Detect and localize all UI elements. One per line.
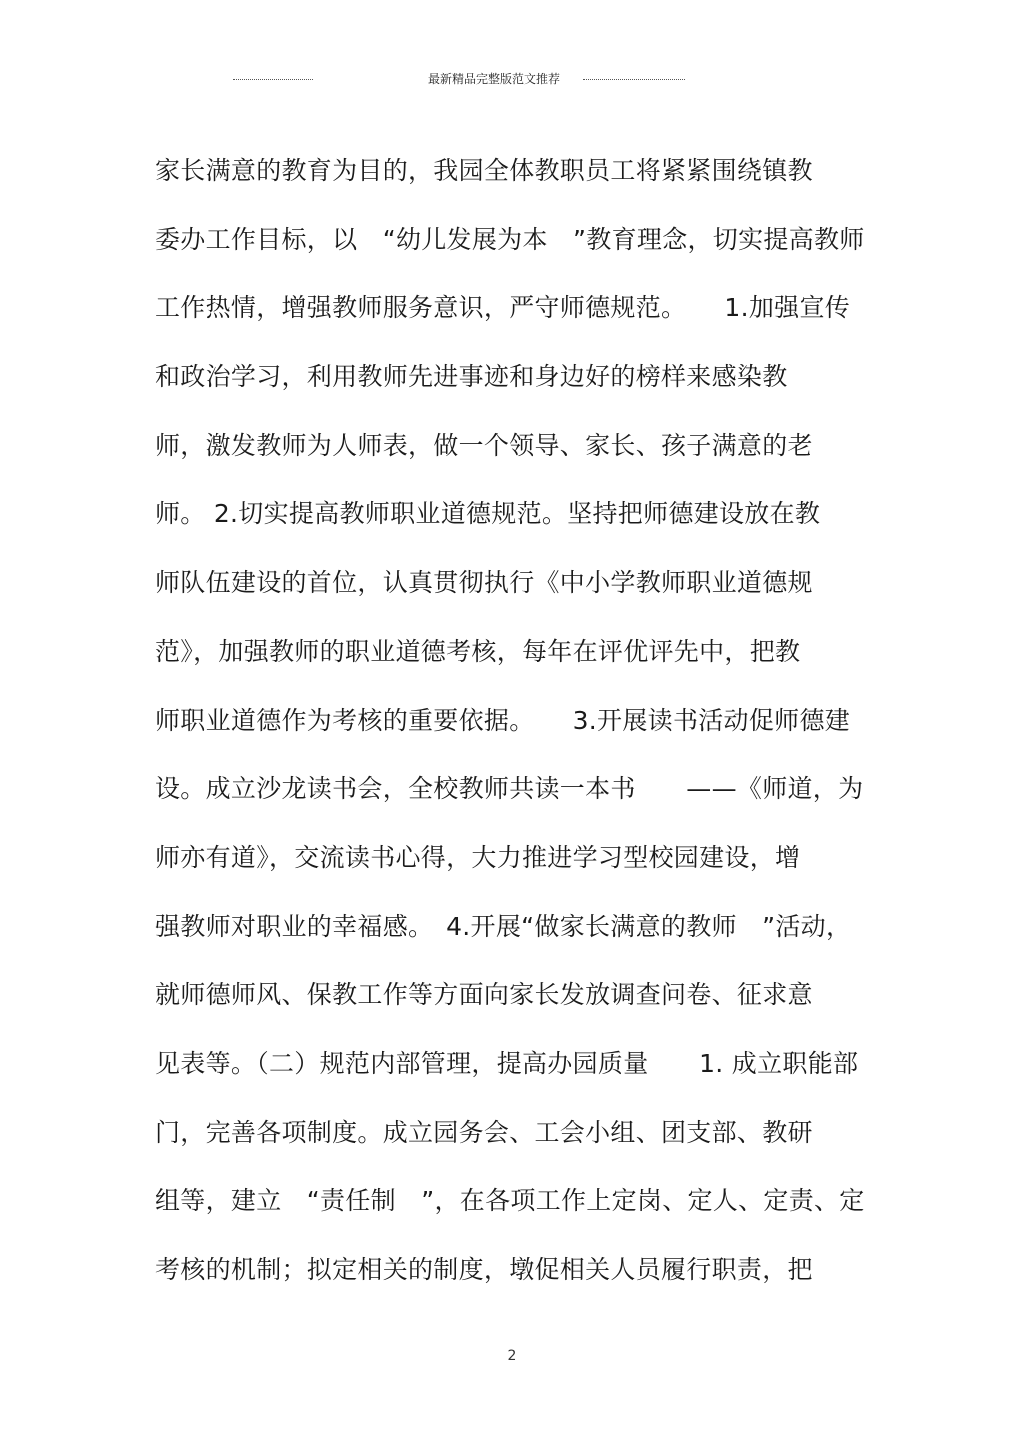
text-line: 工作热情，增强教师服务意识，严守师德规范。 1.加强宣传 [155,293,851,323]
text-line: 门，完善各项制度。成立园务会、工会小组、团支部、教研 [155,1117,813,1147]
text-line: 见表等。（二）规范内部管理，提高办园质量 1. 成立职能部 [155,1048,859,1078]
text-line: 和政治学习，利用教师先进事迹和身边好的榜样来感染教 [155,362,788,392]
text-line: 师，激发教师为人师表，做一个领导、家长、孩子满意的老 [155,430,813,460]
text-line: 委办工作目标，以 “幼儿发展为本 ”教育理念，切实提高教师 [155,224,865,254]
text-line: 范》，加强教师的职业道德考核，每年在评优评先中，把教 [155,636,801,666]
header-rule-left [233,79,313,80]
text-line: 师队伍建设的首位，认真贯彻执行《中小学教师职业道德规 [155,568,813,598]
page-header [0,70,1024,90]
page-number: 2 [507,1348,517,1364]
body-text [155,150,885,1318]
text-line: 设。成立沙龙读书会，全校教师共读一本书 ——《师道，为 [155,774,864,804]
text-line: 师职业道德作为考核的重要依据。 3.开展读书活动促师德建 [155,705,851,735]
text-line: 家长满意的教育为目的，我园全体教职员工将紧紧围绕镇教 [155,156,813,185]
text-line: 师亦有道》，交流读书心得，大力推进学习型校园建设，增 [155,842,801,872]
text-line: 考核的机制；拟定相关的制度，墩促相关人员履行职责，把 [155,1255,813,1284]
text-line: 师。 2.切实提高教师职业道德规范。坚持把师德建设放在教 [155,499,821,529]
header-rule-right [583,79,685,80]
text-line: 就师德师风、保教工作等方面向家长发放调查问卷、征求意 [155,980,813,1010]
header-title: 最新精品完整版范文推荐 [428,72,561,86]
text-line: 组等，建立 “责任制 ”，在各项工作上定岗、定人、定责、定 [155,1186,865,1216]
text-line: 强教师对职业的幸福感。 4.开展“做家长满意的教师 ”活动， [155,911,852,941]
